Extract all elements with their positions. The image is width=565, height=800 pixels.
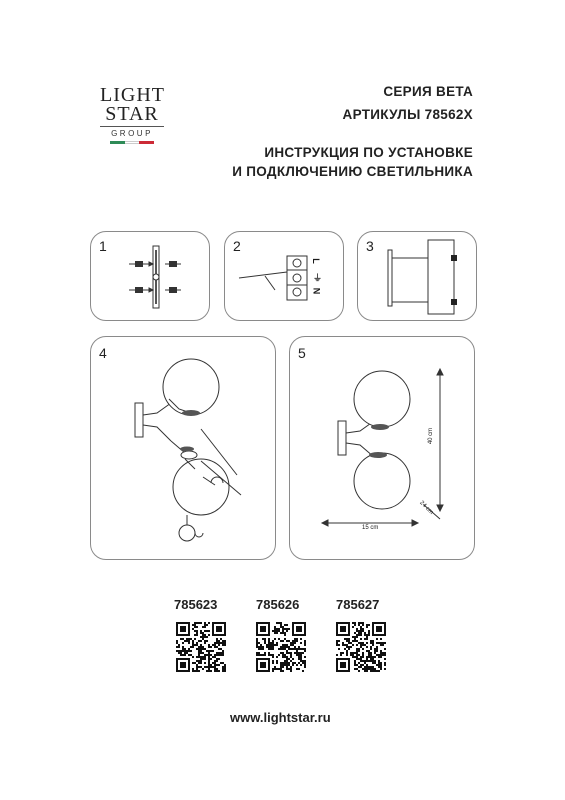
step-2-diagram — [225, 232, 345, 322]
wire-label-earth: ⏚ — [313, 273, 323, 283]
articles-title: АРТИКУЛЫ 78562X — [342, 107, 473, 122]
step-1-diagram — [91, 232, 211, 322]
series-title: СЕРИЯ BETA — [383, 84, 473, 99]
step-5-number: 5 — [298, 345, 306, 361]
step-5-panel — [289, 336, 475, 560]
step-3-panel — [357, 231, 477, 321]
article-number-2: 785626 — [256, 597, 300, 612]
qr-code-2[interactable] — [256, 622, 306, 672]
article-number-3: 785627 — [336, 597, 380, 612]
step-3-number: 3 — [366, 238, 374, 254]
step-2-number: 2 — [233, 238, 241, 254]
flag-green — [110, 141, 125, 144]
step-2-panel — [224, 231, 344, 321]
website-link[interactable]: www.lightstar.ru — [230, 710, 331, 725]
step-4-number: 4 — [99, 345, 107, 361]
qr-code-3[interactable] — [336, 622, 386, 672]
italian-flag-stripe — [110, 141, 154, 144]
brand-logo — [100, 86, 164, 144]
article-number-1: 785623 — [174, 597, 218, 612]
step-4-diagram — [91, 337, 277, 561]
instruction-title-line1: ИНСТРУКЦИЯ ПО УСТАНОВКЕ — [264, 145, 473, 160]
logo-line-star: STAR — [105, 103, 159, 125]
logo-line-light: LIGHT — [100, 84, 165, 106]
step-3-diagram — [358, 232, 478, 322]
step-1-number: 1 — [99, 238, 107, 254]
wire-label-n: N — [311, 287, 322, 295]
wire-label-l: L — [310, 258, 321, 264]
dimension-depth: 24 cm — [418, 500, 435, 516]
qr-code-1[interactable] — [176, 622, 226, 672]
logo-line-group: GROUP — [100, 126, 164, 138]
instruction-title-line2: И ПОДКЛЮЧЕНИЮ СВЕТИЛЬНИКА — [232, 164, 473, 179]
flag-white — [125, 141, 140, 144]
flag-red — [139, 141, 154, 144]
step-5-diagram — [290, 337, 476, 561]
dimension-width: 15 cm — [362, 525, 379, 531]
step-4-panel — [90, 336, 276, 560]
dimension-height: 40 cm — [428, 427, 435, 445]
step-1-panel — [90, 231, 210, 321]
